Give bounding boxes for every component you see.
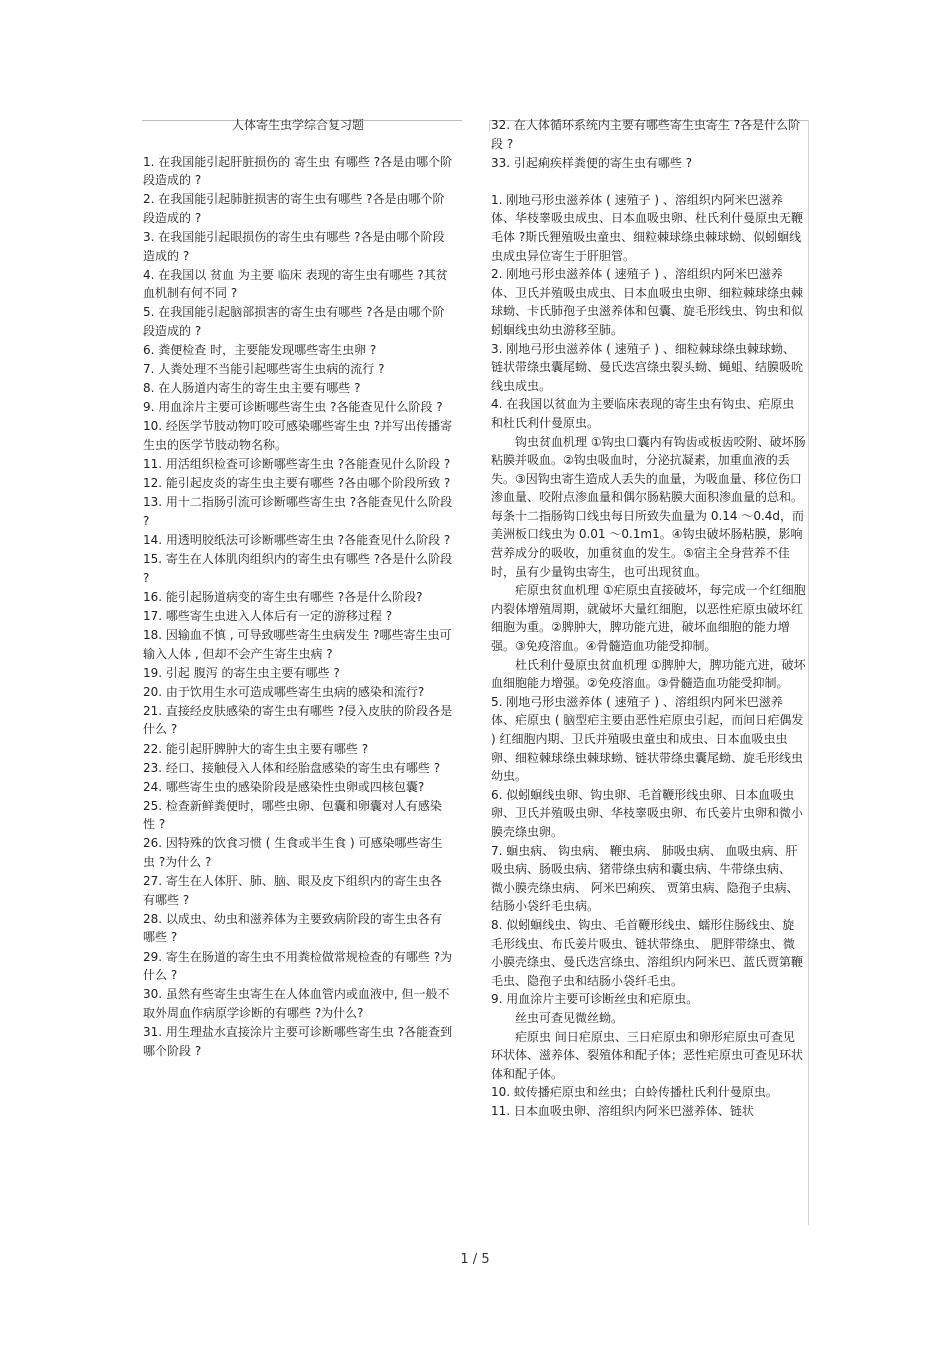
answer-item: 3. 刚地弓形虫滋养体 ( 速殖子 ) 、细粒棘球绦虫棘球蚴、链状带绦虫囊尾蚴、曼氏迭宫绦虫裂头蚴、蝇蛆、结膜吸吮线虫成虫。 xyxy=(491,341,804,393)
question-item: 27. 寄生在人体肝、肺、脑、眼及皮下组织内的寄生虫各有哪些 ? xyxy=(143,874,442,907)
question-item: 31. 用生理盐水直接涂片主要可诊断哪些寄生虫 ?各能查到哪个阶段 ? xyxy=(143,1024,453,1058)
question-item: 26. 因特殊的饮食习惯 ( 生食或半生食 ) 可感染哪些寄生虫 ?为什么 ? xyxy=(143,836,443,870)
question-item: 20. 由于饮用生水可造成哪些寄生虫病的感染和流行? xyxy=(143,684,425,699)
question-list-continued xyxy=(491,116,806,172)
page-number: 1 / 5 xyxy=(460,1252,490,1267)
question-item: 2. 在我国能引起肺脏损害的寄生虫有哪些 ?各是由哪个阶段造成的 ? xyxy=(143,192,445,225)
question-item: 13. 用十二指肠引流可诊断哪些寄生虫 ?各能查见什么阶段 ? xyxy=(143,495,453,528)
question-item: 1. 在我国能引起肝脏损伤的 寄生虫 有哪些 ?各是由哪个阶段造成的 ? xyxy=(143,154,453,188)
question-item: 17. 哪些寄生虫进入人体后有一定的游移过程 ? xyxy=(143,608,393,623)
question-item: 11. 用活组织检查可诊断哪些寄生虫 ?各能查见什么阶段 ? xyxy=(143,457,451,472)
question-item: 18. 因输血不慎 , 可导致哪些寄生虫病发生 ?哪些寄生虫可输入人体 , 但却不会产生寄生虫病 ? xyxy=(143,627,452,661)
question-item: 19. 引起 腹泻 的寄生虫主要有哪些 ? xyxy=(143,665,340,680)
answer-item: 11. 日本血吸虫卵、溶组织内阿米巴滋养体、链状 xyxy=(491,1103,754,1118)
question-item: 7. 人粪处理不当能引起哪些寄生虫病的流行 ? xyxy=(143,362,385,377)
question-item: 30. 虽然有些寄生虫寄生在人体血管内或血液中, 但一般不取外周血作病原学诊断的有哪些 ?为什么? xyxy=(143,987,450,1020)
answer-item: 疟原虫贫血机理 ①疟原虫直接破坏，每完成一个红细胞内裂体增殖周期，就破坏大量红细胞，以恶性疟原虫破坏红细胞为重。②脾肿大，脾功能亢进，破坏血细胞的能力增强。③免疫溶血。④骨髓造血功能受抑制。 xyxy=(491,583,806,654)
answer-item: 2. 刚地弓形虫滋养体 ( 速殖子 ) 、溶组织内阿米巴滋养体、卫氏并殖吸虫成虫、日本血吸虫虫卵、细粒棘球绦虫棘球蚴、卡氏肺孢子虫滋养体和包囊、旋毛形线虫、钩虫和似蚓蛔线虫幼虫游移至肺。 xyxy=(491,267,804,337)
question-item: 15. 寄生在人体肌肉组织内的寄生虫有哪些 ?各是什么阶段 ? xyxy=(143,552,453,585)
answer-item: 丝虫可查见微丝蚴。 xyxy=(515,1010,624,1025)
answer-item: 4. 在我国以贫血为主要临床表现的寄生虫有钩虫、疟原虫和杜氏利什曼原虫。 xyxy=(491,397,795,430)
answer-item: 9. 用血涂片主要可诊断丝虫和疟原虫。 xyxy=(491,992,699,1007)
question-item: 4. 在我国以 贫血 为主要 临床 表现的寄生虫有哪些 ?其贫血机制有何不同 ? xyxy=(143,267,448,301)
question-item: 9. 用血涂片主要可诊断哪些寄生虫 ?各能查见什么阶段 ? xyxy=(143,400,443,415)
question-item: 6. 粪便检查 时，主要能发现哪些寄生虫卵 ? xyxy=(143,343,377,358)
question-list xyxy=(143,153,453,1061)
answer-item: 1. 刚地弓形虫滋养体 ( 速殖子 ) 、溶组织内阿米巴滋养体、华枝睾吸虫成虫、日本血吸虫卵、杜氏利什曼原虫无鞭毛体 ?斯氏狸殖吸虫童虫、细粒棘球绦虫棘球蚴、似蚓蛔线虫成虫异位寄生于肝胆管。 xyxy=(491,192,804,263)
question-item: 16. 能引起肠道病变的寄生虫有哪些 ?各是什么阶段? xyxy=(143,589,423,604)
question-item: 23. 经口、接触侵入人体和经胎盘感染的寄生虫有哪些 ? xyxy=(143,760,441,775)
question-item: 33. 引起痢疾样粪便的寄生虫有哪些 ? xyxy=(491,155,693,170)
answer-item: 杜氏利什曼原虫贫血机理 ①脾肿大，脾功能亢进，破坏血细胞能力增强。②免疫溶血。③骨髓造血功能受抑制。 xyxy=(491,657,806,691)
left-column xyxy=(143,116,453,1061)
question-item: 32. 在人体循环系统内主要有哪些寄生虫寄生 ?各是什么阶段 ? xyxy=(491,118,801,151)
right-column xyxy=(491,116,806,1120)
answer-item: 钩虫贫血机理 ①钩虫口囊内有钩齿或板齿咬附、破坏肠粘膜并吸血。②钩虫吸血时，分泌抗凝素，加重血液的丢失。③因钩虫寄生造成人丢失的血量，为吸血量、移位伤口渗血量、咬附点渗血量和偶尔肠粘膜大面积渗血量的总和。每条十二指肠钩口线虫每日所致失血量为 0.14 ～0.4d，而美洲板口线虫为 0.01 ～0.1m1。④钩虫破坏肠粘膜，影响营养成分的吸收，加重贫血的发生。⑤宿主全身营养不佳时，虽有少量钩虫寄生，也可出现贫血。 xyxy=(491,434,806,579)
question-item: 5. 在我国能引起脑部损害的寄生虫有哪些 ?各是由哪个阶段造成的 ? xyxy=(143,305,445,338)
question-item: 14. 用透明胶纸法可诊断哪些寄生虫 ?各能查见什么阶段 ? xyxy=(143,532,451,547)
answer-item: 8. 似蚓蛔线虫、钩虫、毛首鞭形线虫、蠕形住肠线虫、旋毛形线虫、布氏姜片吸虫、链状带绦虫、 肥胖带绦虫、微小膜壳绦虫、曼氏迭宫绦虫、溶组织内阿米巴、蓝氏贾第鞭毛虫、隐孢子虫和结肠小袋纤毛虫。 xyxy=(491,917,804,988)
question-item: 22. 能引起肝脾肿大的寄生虫主要有哪些 ? xyxy=(143,741,369,756)
answer-list xyxy=(491,191,806,1121)
question-item: 3. 在我国能引起眼损伤的寄生虫有哪些 ?各是由哪个阶段造成的 ? xyxy=(143,229,445,263)
question-item: 12. 能引起皮炎的寄生虫主要有哪些 ?各由哪个阶段所致 ? xyxy=(143,476,451,491)
question-item: 24. 哪些寄生虫的感染阶段是感染性虫卵或四核包囊? xyxy=(143,779,425,794)
question-item: 25. 检查新鲜粪便时，哪些虫卵、包囊和卵囊对人有感染性 ? xyxy=(143,798,442,832)
answer-item: 5. 刚地弓形虫滋养体 ( 速殖子 ) 、溶组织内阿米巴滋养体、疟原虫 ( 脑型疟主要由恶性疟原虫引起，而间日疟偶发 ) 红细胞内期、卫氏并殖吸虫童虫和成虫、日本血吸虫虫卵、细粒棘球绦虫棘球蚴、链状带绦虫囊尾蚴、旋毛形线虫幼虫。 xyxy=(491,694,804,784)
spacer xyxy=(491,173,806,191)
answer-item: 7. 蛔虫病、 钩虫病、 鞭虫病、 肺吸虫病、 血吸虫病、肝吸虫病、肠吸虫病、猪带绦虫病和囊虫病、牛带绦虫病、 微小膜壳绦虫病、 阿米巴痢疾、 贾第虫病、隐孢子虫病、结肠小袋纤毛虫病。 xyxy=(491,843,799,914)
answer-item: 6. 似蚓蛔线虫卵、钩虫卵、毛首鞭形线虫卵、日本血吸虫卵、卫氏并殖吸虫卵、华枝睾吸虫卵、布氏姜片虫卵和微小膜壳绦虫卵。 xyxy=(491,787,804,839)
answer-item: 10. 蚊传播疟原虫和丝虫；白蛉传播杜氏利什曼原虫。 xyxy=(491,1085,778,1100)
column-divider xyxy=(489,120,490,132)
question-item: 28. 以成虫、幼虫和滋养体为主要致病阶段的寄生虫各有哪些 ? xyxy=(143,911,442,945)
question-item: 21. 直接经皮肤感染的寄生虫有哪些 ?侵入皮肤的阶段各是什么 ? xyxy=(143,703,453,737)
right-column-border xyxy=(808,120,809,1225)
document-title: 人体寄生虫学综合复习题 xyxy=(231,118,364,132)
answer-item: 疟原虫 间日疟原虫、三日疟原虫和卵形疟原虫可查见环状体、滋养体、裂殖体和配子体；恶性疟原虫可查见环状体和配子体。 xyxy=(491,1029,804,1081)
question-item: 8. 在人肠道内寄生的寄生虫主要有哪些 ? xyxy=(143,381,361,396)
question-item: 10. 经医学节肢动物叮咬可感染哪些寄生虫 ?并写出传播寄生虫的医学节肢动物名称。 xyxy=(143,419,453,452)
question-item: 29. 寄生在肠道的寄生虫不用粪检做常规检查的有哪些 ?为什么 ? xyxy=(143,949,453,983)
